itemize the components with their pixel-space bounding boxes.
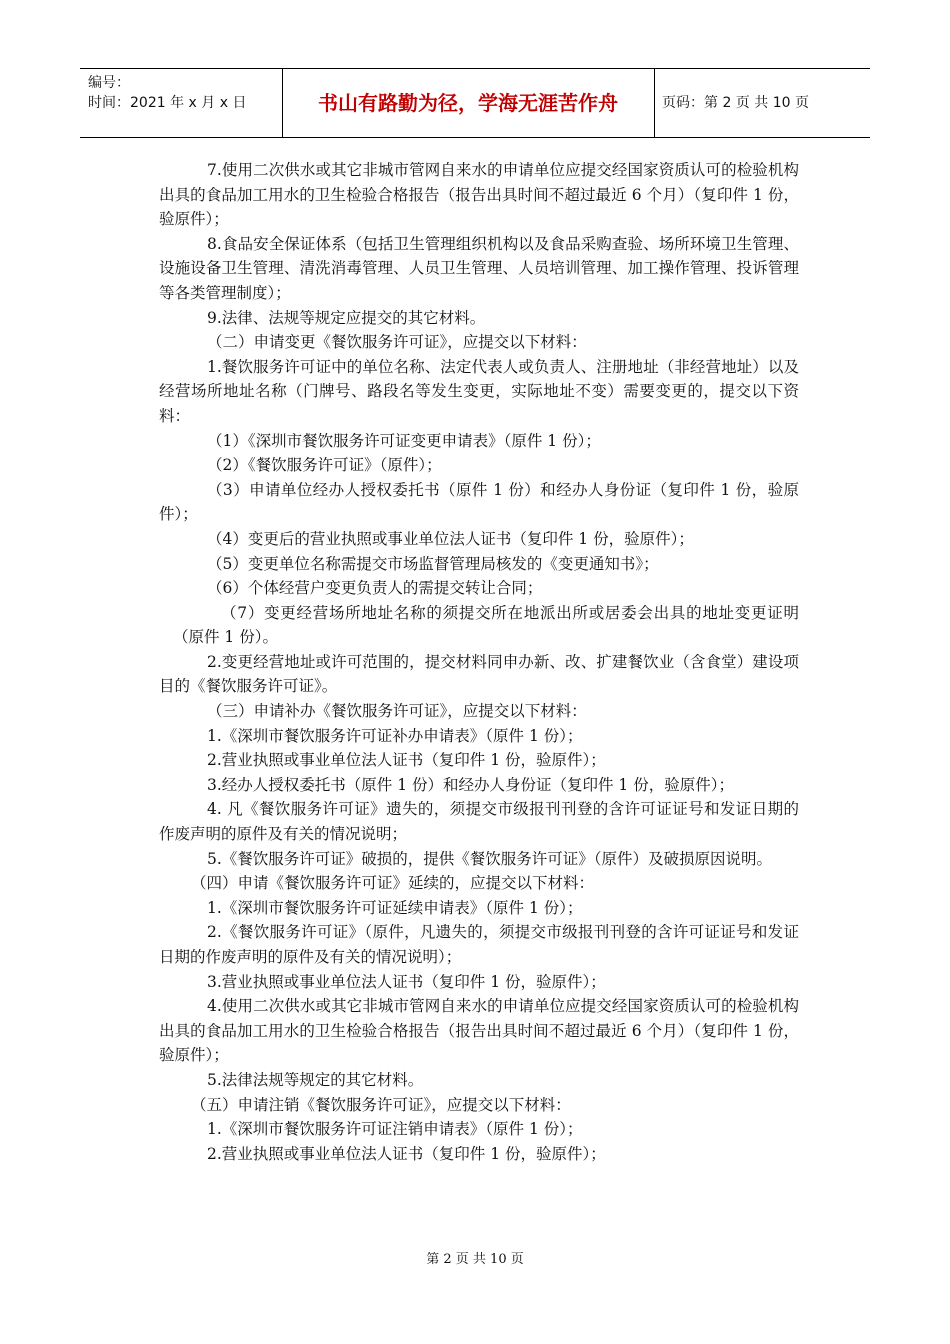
list-item: 4.使用二次供水或其它非城市管网自来水的申请单位应提交经国家资质认可的检验机构出具的食品加工用水的卫生检验合格报告（报告出具时间不超过最近 6 个月）（复印件 1 份，验原件）； (159, 997, 799, 1065)
list-item: （4）变更后的营业执照或事业单位法人证书（复印件 1 份，验原件）； (207, 529, 694, 548)
list-item: （1）《深圳市餐饮服务许可证变更申请表》（原件 1 份）； (207, 431, 601, 450)
list-item: 2.营业执照或事业单位法人证书（复印件 1 份，验原件）； (207, 1144, 606, 1163)
list-item: 5.法律法规等规定的其它材料。 (207, 1070, 424, 1089)
header-divider (654, 69, 655, 137)
paragraph: 1.餐饮服务许可证中的单位名称、法定代表人或负责人、注册地址（非经营地址）以及经营场所地址名称（门牌号、路段名等发生变更，实际地址不变）需要变更的，提交以下资料： (159, 357, 799, 425)
section-heading: （四）申请《餐饮服务许可证》延续的，应提交以下材料： (191, 874, 595, 893)
paragraph: 9.法律、法规等规定应提交的其它材料。 (207, 308, 486, 327)
list-item: 5.《餐饮服务许可证》破损的，提供《餐饮服务许可证》（原件）及破损原因说明。 (207, 849, 773, 868)
list-item: 2.营业执照或事业单位法人证书（复印件 1 份，验原件）； (207, 751, 606, 770)
paragraph: 7.使用二次供水或其它非城市管网自来水的申请单位应提交经国家资质认可的检验机构出具的食品加工用水的卫生检验合格报告（报告出具时间不超过最近 6 个月）（复印件 1 份，验原件）； (159, 161, 799, 229)
header-meta (88, 73, 278, 113)
paragraph: 2.变更经营地址或许可范围的，提交材料同申办新、改、扩建餐饮业（含食堂）建设项目的《餐饮服务许可证》。 (159, 652, 799, 696)
list-item: 1.《深圳市餐饮服务许可证补办申请表》（原件 1 份）； (207, 726, 583, 745)
section-heading: （二）申请变更《餐饮服务许可证》，应提交以下材料： (207, 333, 587, 352)
page-header (80, 68, 870, 138)
list-item: （2）《餐饮服务许可证》（原件）； (207, 456, 442, 475)
list-item: （7）变更经营场所地址名称的须提交所在地派出所或居委会出具的地址变更证明（原件 1 份）。 (173, 603, 799, 647)
document-number-label: 编号： (88, 75, 130, 91)
page-footer: 第 2 页 共 10 页 (426, 1252, 524, 1267)
list-item: 2.《餐饮服务许可证》（原件，凡遗失的，须提交市级报刊刊登的含许可证证号和发证日期的作废声明的原件及有关的情况说明）； (159, 923, 799, 966)
list-item: （6）个体经营户变更负责人的需提交转让合同； (207, 579, 543, 598)
document-body (159, 158, 799, 1166)
list-item: （3）申请单位经办人授权委托书（原件 1 份）和经办人身份证（复印件 1 份，验原件）； (159, 480, 799, 524)
header-motto: 书山有路勤为径，学海无涯苦作舟 (318, 91, 618, 115)
list-item: 3.营业执照或事业单位法人证书（复印件 1 份，验原件）； (207, 972, 606, 991)
section-heading: （五）申请注销《餐饮服务许可证》，应提交以下材料： (191, 1095, 571, 1114)
list-item: （5）变更单位名称需提交市场监督管理局核发的《变更通知书》； (207, 554, 659, 573)
section-heading: （三）申请补办《餐饮服务许可证》，应提交以下材料： (207, 702, 587, 721)
list-item: 1.《深圳市餐饮服务许可证注销申请表》（原件 1 份）； (207, 1120, 583, 1139)
document-date: 时间：2021 年 x 月 x 日 (88, 95, 247, 111)
paragraph: 8.食品安全保证体系（包括卫生管理组织机构以及食品采购查验、场所环境卫生管理、设施设备卫生管理、清洗消毒管理、人员卫生管理、人员培训管理、加工操作管理、投诉管理等各类管理制度）； (159, 234, 799, 302)
header-page-info: 页码：第 2 页 共 10 页 (662, 95, 809, 111)
list-item: 3.经办人授权委托书（原件 1 份）和经办人身份证（复印件 1 份，验原件）； (207, 775, 734, 794)
header-divider (282, 69, 283, 137)
list-item: 4. 凡《餐饮服务许可证》遗失的，须提交市级报刊刊登的含许可证证号和发证日期的作废声明的原件及有关的情况说明； (159, 800, 799, 844)
list-item: 1.《深圳市餐饮服务许可证延续申请表》（原件 1 份）； (207, 898, 583, 917)
